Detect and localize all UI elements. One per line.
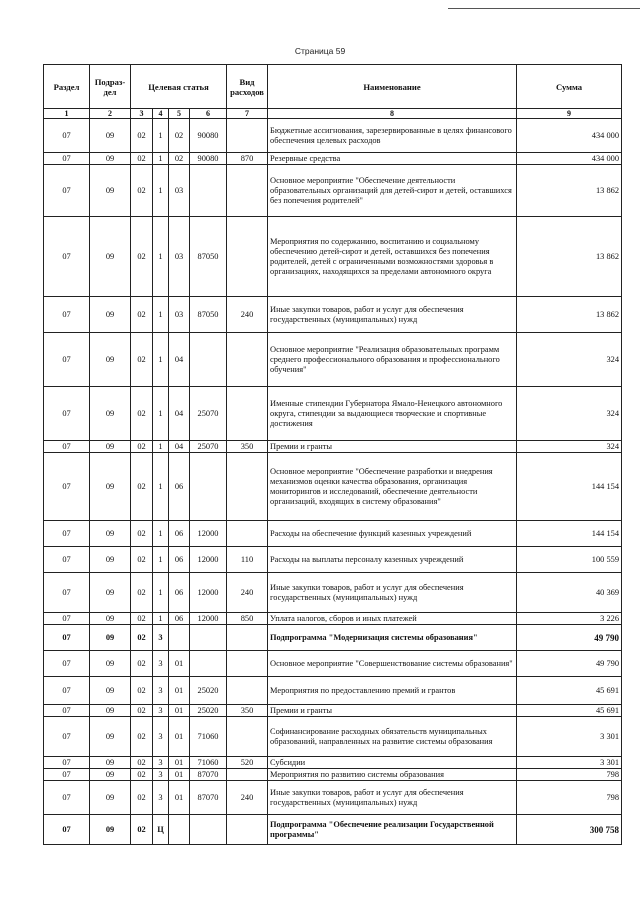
table-row <box>44 677 622 705</box>
cell-expense-type <box>227 769 268 781</box>
cell-expense-type: 240 <box>227 573 268 613</box>
cell-subprogram: 1 <box>153 521 169 547</box>
cell-name: Именные стипендии Губернатора Ямало-Ненецкого автономного округа, стипендии за выдающиеся творческие и спортивные достижения <box>268 387 517 441</box>
cell-subprogram: 1 <box>153 165 169 217</box>
table-row <box>44 165 622 217</box>
cell-sum: 3 301 <box>517 717 622 757</box>
cell-direction: 90080 <box>190 119 227 153</box>
table-row <box>44 547 622 573</box>
cell-subprogram: Ц <box>153 815 169 845</box>
col-number: 9 <box>517 109 622 119</box>
cell-program: 02 <box>131 705 153 717</box>
cell-program: 02 <box>131 521 153 547</box>
table-row <box>44 333 622 387</box>
cell-direction <box>190 453 227 521</box>
table-row <box>44 781 622 815</box>
cell-sum: 13 862 <box>517 165 622 217</box>
cell-name: Подпрограмма "Обеспечение реализации Государственной программы" <box>268 815 517 845</box>
cell-expense-type <box>227 815 268 845</box>
cell-name: Основное мероприятие "Обеспечение разработки и внедрения механизмов оценки качества образования, организация мониторингов и исследований, обеспечение деятельности организаций, входящих в систему образования" <box>268 453 517 521</box>
cell-expense-type <box>227 165 268 217</box>
cell-podrazdel: 09 <box>90 613 131 625</box>
cell-event: 01 <box>169 677 190 705</box>
table-row <box>44 297 622 333</box>
cell-razdel: 07 <box>44 769 90 781</box>
cell-direction: 12000 <box>190 613 227 625</box>
cell-event <box>169 815 190 845</box>
cell-program: 02 <box>131 651 153 677</box>
cell-event <box>169 625 190 651</box>
cell-podrazdel: 09 <box>90 165 131 217</box>
cell-subprogram: 3 <box>153 781 169 815</box>
page-number: Страница 59 <box>294 46 346 56</box>
cell-program: 02 <box>131 613 153 625</box>
cell-program: 02 <box>131 297 153 333</box>
cell-razdel: 07 <box>44 165 90 217</box>
cell-subprogram: 3 <box>153 705 169 717</box>
cell-podrazdel: 09 <box>90 677 131 705</box>
cell-subprogram: 1 <box>153 217 169 297</box>
cell-event: 06 <box>169 547 190 573</box>
cell-razdel: 07 <box>44 547 90 573</box>
cell-subprogram: 1 <box>153 387 169 441</box>
cell-direction <box>190 165 227 217</box>
cell-direction <box>190 815 227 845</box>
cell-direction: 25020 <box>190 705 227 717</box>
col-number: 5 <box>169 109 190 119</box>
col-number: 1 <box>44 109 90 119</box>
cell-expense-type <box>227 217 268 297</box>
cell-sum: 434 000 <box>517 153 622 165</box>
cell-program: 02 <box>131 625 153 651</box>
cell-expense-type <box>227 387 268 441</box>
cell-name: Иные закупки товаров, работ и услуг для обеспечения государственных (муниципальных) нужд <box>268 297 517 333</box>
cell-subprogram: 1 <box>153 119 169 153</box>
cell-name: Основное мероприятие "Реализация образовательных программ среднего профессионального образования и профессионального обучения" <box>268 333 517 387</box>
cell-sum: 49 790 <box>517 651 622 677</box>
cell-expense-type <box>227 521 268 547</box>
cell-expense-type <box>227 717 268 757</box>
table-row <box>44 573 622 613</box>
cell-direction: 71060 <box>190 757 227 769</box>
cell-direction: 71060 <box>190 717 227 757</box>
table-row <box>44 651 622 677</box>
cell-expense-type <box>227 625 268 651</box>
cell-podrazdel: 09 <box>90 769 131 781</box>
cell-expense-type <box>227 119 268 153</box>
cell-program: 02 <box>131 573 153 613</box>
cell-event: 04 <box>169 333 190 387</box>
cell-razdel: 07 <box>44 119 90 153</box>
cell-event: 03 <box>169 165 190 217</box>
cell-subprogram: 1 <box>153 453 169 521</box>
cell-direction: 12000 <box>190 547 227 573</box>
cell-subprogram: 3 <box>153 717 169 757</box>
table-row <box>44 705 622 717</box>
cell-program: 02 <box>131 769 153 781</box>
cell-program: 02 <box>131 387 153 441</box>
table-row <box>44 815 622 845</box>
table-row <box>44 757 622 769</box>
col-number: 6 <box>190 109 227 119</box>
cell-razdel: 07 <box>44 217 90 297</box>
cell-sum: 49 790 <box>517 625 622 651</box>
cell-event: 01 <box>169 769 190 781</box>
cell-podrazdel: 09 <box>90 547 131 573</box>
cell-expense-type: 520 <box>227 757 268 769</box>
header-row <box>44 65 622 109</box>
cell-program: 02 <box>131 717 153 757</box>
cell-name: Иные закупки товаров, работ и услуг для обеспечения государственных (муниципальных) нужд <box>268 781 517 815</box>
table-row <box>44 153 622 165</box>
table-row <box>44 217 622 297</box>
cell-program: 02 <box>131 119 153 153</box>
cell-podrazdel: 09 <box>90 781 131 815</box>
cell-event: 06 <box>169 521 190 547</box>
cell-razdel: 07 <box>44 651 90 677</box>
table-row <box>44 441 622 453</box>
header-podrazdel: Подраз-дел <box>90 65 131 109</box>
cell-program: 02 <box>131 757 153 769</box>
cell-razdel: 07 <box>44 625 90 651</box>
cell-direction: 87050 <box>190 297 227 333</box>
cell-event: 01 <box>169 705 190 717</box>
scan-border-line <box>448 8 640 9</box>
cell-expense-type <box>227 651 268 677</box>
cell-subprogram: 3 <box>153 757 169 769</box>
cell-sum: 324 <box>517 387 622 441</box>
cell-sum: 45 691 <box>517 677 622 705</box>
cell-expense-type: 240 <box>227 297 268 333</box>
cell-program: 02 <box>131 815 153 845</box>
cell-name: Подпрограмма "Модернизация системы образования" <box>268 625 517 651</box>
cell-program: 02 <box>131 441 153 453</box>
cell-program: 02 <box>131 165 153 217</box>
cell-event: 02 <box>169 119 190 153</box>
cell-razdel: 07 <box>44 573 90 613</box>
col-number: 7 <box>227 109 268 119</box>
cell-program: 02 <box>131 677 153 705</box>
cell-podrazdel: 09 <box>90 521 131 547</box>
cell-podrazdel: 09 <box>90 441 131 453</box>
cell-podrazdel: 09 <box>90 573 131 613</box>
cell-podrazdel: 09 <box>90 757 131 769</box>
cell-subprogram: 3 <box>153 769 169 781</box>
cell-event: 01 <box>169 717 190 757</box>
cell-razdel: 07 <box>44 815 90 845</box>
cell-podrazdel: 09 <box>90 625 131 651</box>
cell-name: Мероприятия по развитию системы образования <box>268 769 517 781</box>
cell-podrazdel: 09 <box>90 717 131 757</box>
cell-direction: 87050 <box>190 217 227 297</box>
table-row <box>44 717 622 757</box>
cell-name: Расходы на выплаты персоналу казенных учреждений <box>268 547 517 573</box>
cell-name: Основное мероприятие "Обеспечение деятельности образовательных организаций для детей-сирот и детей, оставшихся без попечения родителей" <box>268 165 517 217</box>
cell-subprogram: 1 <box>153 297 169 333</box>
cell-program: 02 <box>131 453 153 521</box>
cell-expense-type <box>227 677 268 705</box>
cell-event: 03 <box>169 217 190 297</box>
cell-razdel: 07 <box>44 387 90 441</box>
cell-name: Расходы на обеспечение функций казенных учреждений <box>268 521 517 547</box>
cell-subprogram: 3 <box>153 677 169 705</box>
table-row <box>44 119 622 153</box>
cell-name: Премии и гранты <box>268 441 517 453</box>
cell-name: Софинансирование расходных обязательств муниципальных образований, направленных на развитие системы образования <box>268 717 517 757</box>
cell-name: Субсидии <box>268 757 517 769</box>
cell-subprogram: 1 <box>153 441 169 453</box>
col-number: 8 <box>268 109 517 119</box>
cell-sum: 100 559 <box>517 547 622 573</box>
cell-direction: 90080 <box>190 153 227 165</box>
cell-podrazdel: 09 <box>90 297 131 333</box>
cell-subprogram: 1 <box>153 333 169 387</box>
cell-razdel: 07 <box>44 521 90 547</box>
cell-sum: 798 <box>517 781 622 815</box>
cell-podrazdel: 09 <box>90 217 131 297</box>
cell-podrazdel: 09 <box>90 651 131 677</box>
cell-direction: 12000 <box>190 521 227 547</box>
cell-direction <box>190 333 227 387</box>
cell-subprogram: 3 <box>153 625 169 651</box>
cell-direction <box>190 625 227 651</box>
cell-subprogram: 1 <box>153 573 169 613</box>
cell-expense-type <box>227 453 268 521</box>
table-row <box>44 521 622 547</box>
table-row <box>44 769 622 781</box>
header-sum: Сумма <box>517 65 622 109</box>
cell-expense-type: 240 <box>227 781 268 815</box>
cell-sum: 434 000 <box>517 119 622 153</box>
cell-sum: 45 691 <box>517 705 622 717</box>
cell-name: Иные закупки товаров, работ и услуг для обеспечения государственных (муниципальных) нужд <box>268 573 517 613</box>
cell-subprogram: 1 <box>153 613 169 625</box>
cell-sum: 324 <box>517 333 622 387</box>
cell-expense-type: 850 <box>227 613 268 625</box>
column-number-row <box>44 109 622 119</box>
cell-name: Мероприятия по предоставлению премий и грантов <box>268 677 517 705</box>
cell-event: 06 <box>169 453 190 521</box>
cell-sum: 324 <box>517 441 622 453</box>
cell-name: Уплата налогов, сборов и иных платежей <box>268 613 517 625</box>
cell-name: Бюджетные ассигнования, зарезервированные в целях финансового обеспечения целевых расходов <box>268 119 517 153</box>
cell-event: 06 <box>169 613 190 625</box>
table-row <box>44 453 622 521</box>
cell-direction: 87070 <box>190 781 227 815</box>
cell-subprogram: 1 <box>153 153 169 165</box>
cell-direction <box>190 651 227 677</box>
table-row <box>44 387 622 441</box>
cell-razdel: 07 <box>44 757 90 769</box>
cell-name: Резервные средства <box>268 153 517 165</box>
cell-subprogram: 1 <box>153 547 169 573</box>
cell-program: 02 <box>131 333 153 387</box>
cell-razdel: 07 <box>44 453 90 521</box>
cell-sum: 144 154 <box>517 521 622 547</box>
cell-sum: 300 758 <box>517 815 622 845</box>
cell-expense-type: 870 <box>227 153 268 165</box>
cell-expense-type: 350 <box>227 705 268 717</box>
cell-program: 02 <box>131 217 153 297</box>
cell-direction: 25020 <box>190 677 227 705</box>
cell-sum: 40 369 <box>517 573 622 613</box>
cell-event: 03 <box>169 297 190 333</box>
cell-event: 02 <box>169 153 190 165</box>
header-razdel: Раздел <box>44 65 90 109</box>
cell-podrazdel: 09 <box>90 333 131 387</box>
cell-name: Премии и гранты <box>268 705 517 717</box>
cell-direction: 12000 <box>190 573 227 613</box>
cell-razdel: 07 <box>44 333 90 387</box>
cell-sum: 144 154 <box>517 453 622 521</box>
cell-sum: 798 <box>517 769 622 781</box>
cell-razdel: 07 <box>44 677 90 705</box>
cell-sum: 3 301 <box>517 757 622 769</box>
cell-event: 01 <box>169 651 190 677</box>
cell-direction: 87070 <box>190 769 227 781</box>
cell-sum: 13 862 <box>517 217 622 297</box>
cell-event: 04 <box>169 387 190 441</box>
cell-direction: 25070 <box>190 441 227 453</box>
cell-subprogram: 3 <box>153 651 169 677</box>
cell-program: 02 <box>131 153 153 165</box>
table-row <box>44 625 622 651</box>
header-name: Наименование <box>268 65 517 109</box>
cell-event: 04 <box>169 441 190 453</box>
cell-razdel: 07 <box>44 717 90 757</box>
cell-podrazdel: 09 <box>90 119 131 153</box>
col-number: 3 <box>131 109 153 119</box>
cell-razdel: 07 <box>44 705 90 717</box>
table-row <box>44 613 622 625</box>
cell-expense-type <box>227 333 268 387</box>
cell-podrazdel: 09 <box>90 705 131 717</box>
cell-razdel: 07 <box>44 781 90 815</box>
cell-expense-type: 110 <box>227 547 268 573</box>
cell-direction: 25070 <box>190 387 227 441</box>
cell-razdel: 07 <box>44 613 90 625</box>
cell-program: 02 <box>131 547 153 573</box>
header-expense-type: Вид расходов <box>227 65 268 109</box>
cell-program: 02 <box>131 781 153 815</box>
cell-expense-type: 350 <box>227 441 268 453</box>
cell-event: 01 <box>169 757 190 769</box>
cell-sum: 13 862 <box>517 297 622 333</box>
budget-table <box>43 64 622 845</box>
cell-podrazdel: 09 <box>90 387 131 441</box>
cell-razdel: 07 <box>44 153 90 165</box>
col-number: 2 <box>90 109 131 119</box>
cell-name: Основное мероприятие "Совершенствование системы образования" <box>268 651 517 677</box>
cell-podrazdel: 09 <box>90 153 131 165</box>
cell-event: 01 <box>169 781 190 815</box>
cell-podrazdel: 09 <box>90 453 131 521</box>
cell-razdel: 07 <box>44 441 90 453</box>
cell-razdel: 07 <box>44 297 90 333</box>
cell-podrazdel: 09 <box>90 815 131 845</box>
cell-sum: 3 226 <box>517 613 622 625</box>
cell-event: 06 <box>169 573 190 613</box>
col-number: 4 <box>153 109 169 119</box>
cell-name: Мероприятия по содержанию, воспитанию и социальному обеспечению детей-сирот и детей, оставшихся без попечения родителей, детей с ограниченными возможностями здоровья в организациях, находящихся за пределами автономного округа <box>268 217 517 297</box>
header-target-article: Целевая статья <box>131 65 227 109</box>
